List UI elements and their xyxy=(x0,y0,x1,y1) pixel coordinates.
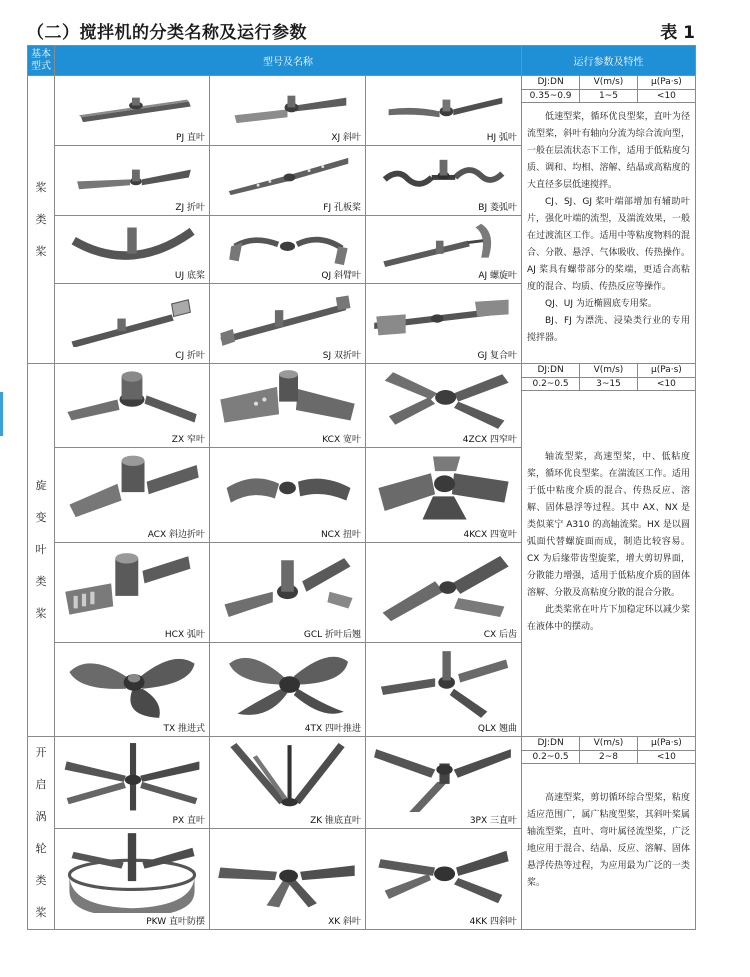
impeller-image xyxy=(214,220,361,267)
model-caption: XK 斜叶 xyxy=(328,917,361,927)
type-char: 类 xyxy=(35,575,47,588)
header-type xyxy=(28,46,55,76)
impeller-image xyxy=(370,150,517,199)
model-caption: PJ 直叶 xyxy=(176,133,205,143)
type-char: 轮 xyxy=(35,842,47,855)
model-cell-pj xyxy=(55,76,210,146)
model-cell-tx xyxy=(55,643,210,737)
impeller-image xyxy=(370,833,517,913)
impeller-image xyxy=(59,452,205,526)
side-marker xyxy=(0,392,3,436)
param-cell-rotary xyxy=(522,364,696,737)
impeller-image xyxy=(59,368,205,431)
type-char: 涡 xyxy=(35,810,47,823)
impeller-image xyxy=(59,647,205,720)
model-cell-bj xyxy=(366,146,522,216)
param-header: DJ:DN xyxy=(522,364,580,377)
header-type-line2: 型式 xyxy=(31,60,51,72)
model-cell-hj xyxy=(366,76,522,146)
param-value: <10 xyxy=(637,89,695,102)
impeller-image xyxy=(214,647,361,720)
type-char: 类 xyxy=(35,874,47,887)
classification-table xyxy=(27,45,696,930)
impeller-image xyxy=(59,220,205,267)
param-value: <10 xyxy=(637,377,695,390)
model-cell-gj xyxy=(366,284,522,364)
model-caption: 4KK 四斜叶 xyxy=(469,917,517,927)
type-char: 桨 xyxy=(35,244,47,258)
param-header: V(m/s) xyxy=(580,364,638,377)
header-params: 运行参数及特性 xyxy=(522,46,696,76)
impeller-image xyxy=(370,547,517,626)
model-caption: SJ 双折叶 xyxy=(322,351,361,361)
model-cell-xj xyxy=(210,76,366,146)
param-header: V(m/s) xyxy=(580,76,638,89)
model-cell-kcx xyxy=(210,364,366,448)
param-value: 0.35~0.9 xyxy=(522,89,580,102)
model-caption: 4KCX 四宽叶 xyxy=(463,530,517,540)
model-cell-pkw xyxy=(55,829,210,930)
impeller-image xyxy=(59,741,205,812)
model-caption: PKW 直叶防摆 xyxy=(146,917,205,927)
type-cell-rotary xyxy=(28,364,55,737)
param-cell-paddle xyxy=(522,76,696,364)
impeller-image xyxy=(59,80,205,129)
model-cell-4kcx xyxy=(366,448,522,543)
param-value: 2~8 xyxy=(580,750,638,763)
header-models: 型号及名称 xyxy=(55,46,522,76)
impeller-image xyxy=(59,833,205,913)
model-caption: HCX 弧叶 xyxy=(164,630,205,640)
desc-paragraph: QJ、UJ 为近椭圆底专用桨。 xyxy=(545,298,657,309)
type-char: 开 xyxy=(35,746,47,759)
param-value: <10 xyxy=(637,750,695,763)
type-char: 桨 xyxy=(35,180,47,194)
impeller-image xyxy=(370,741,517,812)
model-caption: UJ 底桨 xyxy=(174,271,205,281)
impeller-image xyxy=(370,647,517,720)
type-char: 旋 xyxy=(35,479,47,492)
desc-paragraph: BJ、FJ 为漂洗、浸染类行业的专用搅拌器。 xyxy=(527,315,690,343)
type-char: 桨 xyxy=(35,607,47,620)
model-cell-4zcx xyxy=(366,364,522,448)
model-caption: NCX 扭叶 xyxy=(320,530,361,540)
model-caption: HJ 弧叶 xyxy=(486,133,517,143)
model-caption: TX 推进式 xyxy=(163,724,205,734)
document-title: （二）搅拌机的分类名称及运行参数 xyxy=(27,23,307,43)
model-caption: GJ 复合叶 xyxy=(477,351,517,361)
impeller-image xyxy=(214,368,361,431)
param-header: DJ:DN xyxy=(522,737,580,750)
desc-paragraph: 轴流型桨，高速型桨，中、低粘度桨，循环优良型桨。在湍流区工作。适用于低中粘度介质的混合、传热反应、溶解、固体悬浮等过程。其中 AX、NX 是类似莱宁 A310 的高轴流桨。HX 是以圆弧面代替螺旋面而成，制造比较容易。CX 为后缘带齿型旋桨，增大剪切界面，分散能力增强，适用于低粘度介质的固体溶解、分散及高粘度分散的混合分散。 xyxy=(527,451,690,598)
impeller-image xyxy=(214,547,361,626)
param-description xyxy=(522,103,695,347)
model-caption: GCL 折叶后翘 xyxy=(303,630,361,640)
table-number: 表 1 xyxy=(660,23,695,43)
model-cell-sj xyxy=(210,284,366,364)
model-caption: CJ 折叶 xyxy=(175,351,205,361)
model-cell-4kk xyxy=(366,829,522,930)
param-value: 1~5 xyxy=(580,89,638,102)
impeller-image xyxy=(214,833,361,913)
param-value: 3~15 xyxy=(580,377,638,390)
header-type-line1: 基本 xyxy=(31,48,51,60)
type-char: 变 xyxy=(35,511,47,524)
param-description xyxy=(522,391,695,636)
model-cell-px xyxy=(55,737,210,829)
impeller-image xyxy=(214,80,361,129)
impeller-image xyxy=(59,150,205,199)
model-caption: AJ 螺旋叶 xyxy=(478,271,517,281)
type-char: 启 xyxy=(35,778,47,791)
model-caption: 4ZCX 四窄叶 xyxy=(462,435,517,445)
model-cell-zx xyxy=(55,364,210,448)
impeller-image xyxy=(214,741,361,812)
model-cell-zk xyxy=(210,737,366,829)
param-header: μ(Pa·s) xyxy=(637,737,695,750)
param-description xyxy=(522,764,695,892)
param-table xyxy=(522,364,695,391)
model-cell-ncx xyxy=(210,448,366,543)
model-cell-qj xyxy=(210,216,366,284)
model-caption: KCX 宽叶 xyxy=(322,435,361,445)
param-table xyxy=(522,737,695,764)
param-value: 0.2~0.5 xyxy=(522,377,580,390)
model-caption: PX 直叶 xyxy=(172,816,205,827)
impeller-image xyxy=(59,547,205,626)
impeller-image xyxy=(59,288,205,347)
model-caption: XJ 斜叶 xyxy=(331,133,361,143)
type-char: 叶 xyxy=(35,543,47,556)
model-cell-uj xyxy=(55,216,210,284)
impeller-image xyxy=(214,288,361,347)
model-cell-cj xyxy=(55,284,210,364)
model-caption: ZK 锥底直叶 xyxy=(310,816,361,827)
model-cell-hcx xyxy=(55,543,210,643)
model-cell-cx xyxy=(366,543,522,643)
model-caption: QJ 斜臂叶 xyxy=(321,271,361,281)
model-caption: QLX 翘曲 xyxy=(477,724,517,734)
impeller-image xyxy=(214,150,361,199)
param-value: 0.2~0.5 xyxy=(522,750,580,763)
impeller-image xyxy=(214,452,361,526)
impeller-image xyxy=(370,220,517,267)
model-cell-gcl xyxy=(210,543,366,643)
type-cell-paddle xyxy=(28,76,55,364)
desc-paragraph: 此类桨常在叶片下加稳定环以减少桨在液体中的摆动。 xyxy=(527,604,690,632)
impeller-image xyxy=(370,368,517,431)
model-cell-qlx xyxy=(366,643,522,737)
model-cell-acx xyxy=(55,448,210,543)
model-caption: FJ 孔板桨 xyxy=(323,203,361,213)
model-caption: ZJ 折叶 xyxy=(175,203,205,213)
model-cell-4tx xyxy=(210,643,366,737)
model-cell-3px xyxy=(366,737,522,829)
model-cell-xk xyxy=(210,829,366,930)
param-header: μ(Pa·s) xyxy=(637,76,695,89)
desc-paragraph: 高速型桨，剪切循环综合型桨，粘度适应范围广，属广粘度型桨，其斜叶桨属轴流型桨，直叶、弯叶属径流型桨，广泛地应用于混合、结晶、反应、溶解、固体悬浮传热等过程，为应用最为广泛的一类桨。 xyxy=(527,792,690,888)
model-cell-fj xyxy=(210,146,366,216)
impeller-image xyxy=(370,288,517,347)
param-header: DJ:DN xyxy=(522,76,580,89)
model-caption: BJ 菱弧叶 xyxy=(478,203,517,213)
impeller-image xyxy=(370,452,517,526)
param-header: μ(Pa·s) xyxy=(637,364,695,377)
model-caption: 4TX 四叶推进 xyxy=(304,724,361,734)
param-header: V(m/s) xyxy=(580,737,638,750)
param-table xyxy=(522,76,695,103)
type-char: 桨 xyxy=(35,906,47,919)
model-caption: ZX 窄叶 xyxy=(171,435,205,445)
model-cell-zj xyxy=(55,146,210,216)
model-caption: 3PX 三直叶 xyxy=(469,816,517,827)
model-caption: CX 后齿 xyxy=(483,630,517,640)
desc-paragraph: CJ、SJ、GJ 桨叶端部增加有辅助叶片，强化叶端的流型，及湍流效果，一般在过渡流区工作。适用中等粘度物料的混合、分散、悬浮、气体吸收、传热操作。AJ 桨具有螺带部分的桨端，更适合高粘度的混合、均质、传热反应等操作。 xyxy=(527,196,690,292)
impeller-image xyxy=(370,80,517,129)
desc-paragraph: 低速型桨，循环优良型桨，直叶为径流型桨，斜叶有轴向分流为综合流向型，一般在层流状态下工作，适用于低粘度匀质、调和、均相、溶解、结晶或高粘度的大直径多层低速搅拌。 xyxy=(527,111,690,190)
type-char: 类 xyxy=(35,212,47,226)
param-cell-turbine xyxy=(522,737,696,930)
type-cell-turbine xyxy=(28,737,55,930)
model-caption: ACX 斜边折叶 xyxy=(147,530,205,540)
title-row xyxy=(27,18,695,44)
model-cell-aj xyxy=(366,216,522,284)
